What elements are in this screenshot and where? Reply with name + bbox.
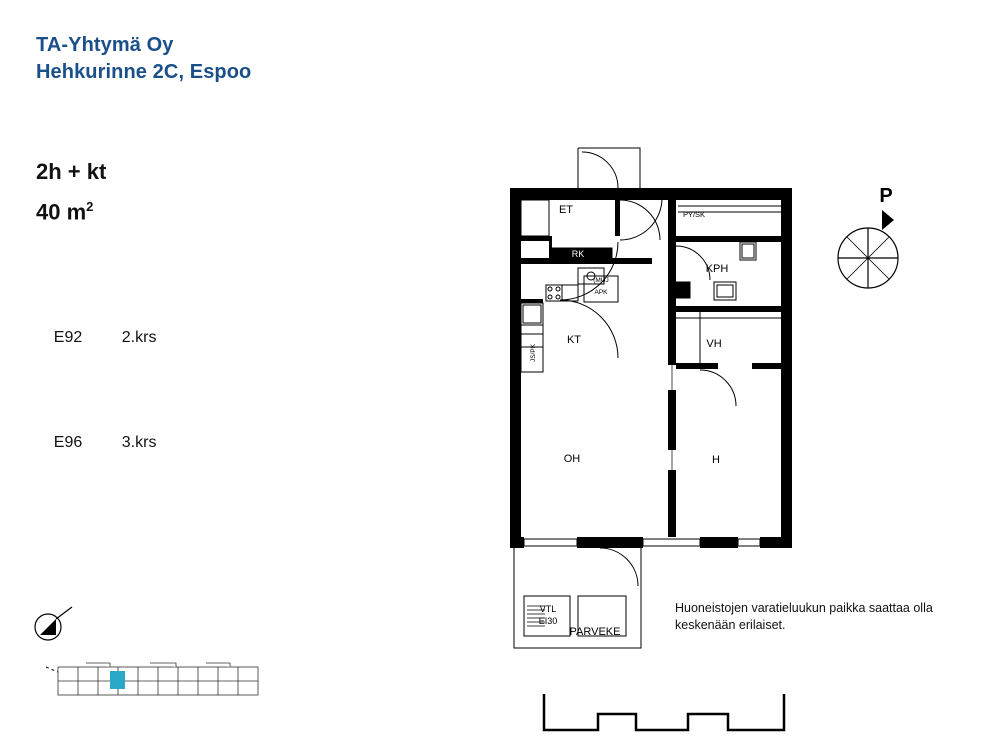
- plan-note-line2: keskenään erilaiset.: [675, 618, 786, 632]
- room-label-jspk: JS/PK: [530, 343, 537, 363]
- room-label-h: H: [712, 454, 720, 466]
- project-address: Hehkurinne 2C, Espoo: [36, 61, 252, 83]
- apartment-code: E96: [53, 434, 83, 451]
- fixtures: [514, 148, 792, 648]
- room-label-parveke: PARVEKE: [569, 626, 621, 638]
- floor-plan-drawing: [500, 140, 830, 660]
- room-label-kt: KT: [566, 334, 582, 346]
- room-label-ei30: EI30: [538, 616, 558, 626]
- list-item: [36, 390, 156, 495]
- unit-area-value: 40 m: [36, 199, 87, 225]
- unit-area: [36, 190, 93, 229]
- apartment-list: [36, 285, 156, 495]
- room-label-rk: RK: [571, 249, 585, 259]
- company-name: TA-Yhtymä Oy: [36, 34, 174, 56]
- project-header: [36, 32, 251, 86]
- compass-rose: [820, 180, 930, 310]
- apartment-code: E92: [53, 329, 83, 346]
- compass-needle-icon: [882, 210, 894, 230]
- room-label-apk: APK: [594, 289, 608, 296]
- apartment-floor: 2.krs: [121, 329, 157, 346]
- keyplan-north-arrow-icon: [35, 607, 72, 640]
- plan-note: [675, 600, 975, 634]
- room-label-muj: (MUJ: [593, 277, 609, 284]
- apartment-floor: 3.krs: [121, 434, 157, 451]
- building-key-plan: [30, 605, 260, 715]
- unit-type: 2h + kt: [36, 159, 107, 184]
- room-label-kph: KPH: [705, 263, 729, 275]
- room-label-vh: VH: [706, 338, 722, 350]
- list-item: [36, 285, 156, 390]
- compass-north-label: P: [879, 185, 893, 207]
- unit-area-superscript: 2: [86, 199, 94, 214]
- room-label-pysk: PY/SK: [682, 210, 706, 219]
- keyplan-highlighted-unit: [110, 671, 125, 689]
- room-label-et: ET: [558, 204, 574, 216]
- room-label-vtl: VTL: [539, 604, 557, 614]
- room-labels: [530, 204, 728, 638]
- keyplan-footprint: [58, 663, 258, 695]
- plan-note-line1: Huoneistojen varatieluukun paikka saattaa olla: [675, 601, 933, 615]
- room-label-oh: OH: [563, 453, 581, 465]
- section-outline-path: [544, 694, 784, 730]
- building-section-outline: [540, 690, 790, 735]
